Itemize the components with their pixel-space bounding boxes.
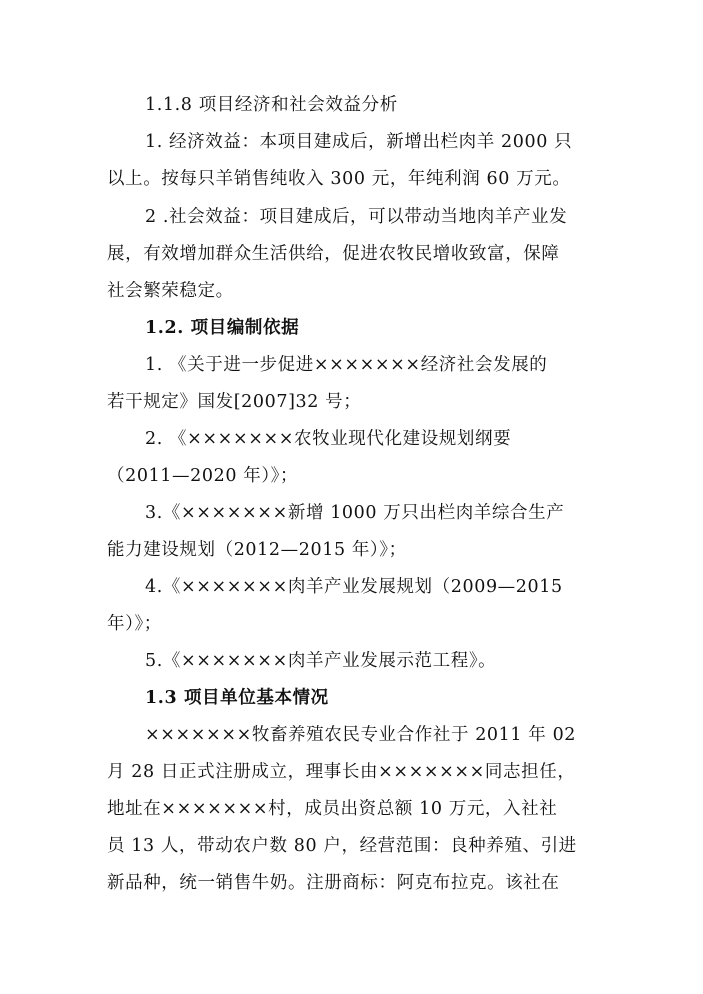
section-heading-1-3: 1.3 项目单位基本情况 — [145, 688, 329, 708]
paragraph-line: 社会繁荣稳定。 — [107, 281, 234, 301]
paragraph-line: 以上。按每只羊销售纯收入 300 元，年纯利润 60 万元。 — [107, 169, 571, 189]
list-item-line: 年）》； — [107, 614, 162, 634]
paragraph-line: ×××××××牧畜养殖农民专业合作社于 2011 年 02 — [145, 725, 577, 745]
paragraph-line: 员 13 人，带动农户数 80 户，经营范围：良种养殖、引进 — [107, 836, 577, 856]
list-item-line: 3.《×××××××新增 1000 万只出栏肉羊综合生产 — [145, 503, 565, 523]
paragraph-line: 展，有效增加群众生活供给，促进农牧民增收致富，保障 — [107, 244, 560, 264]
list-item-line: 1. 《关于进一步促进×××××××经济社会发展的 — [145, 355, 548, 375]
paragraph-line: 新品种，统一销售牛奶。注册商标：阿克布拉克。该社在 — [107, 873, 560, 893]
list-item-line: （2011—2020 年）》； — [107, 466, 299, 486]
paragraph-line: 月 28 日正式注册成立，理事长由×××××××同志担任， — [107, 762, 576, 782]
paragraph-line: 1. 经济效益：本项目建成后，新增出栏肉羊 2000 只 — [145, 132, 573, 152]
list-item-line: 2. 《×××××××农牧业现代化建设规划纲要 — [145, 429, 512, 449]
list-item-line: 4.《×××××××肉羊产业发展规划（2009—2015 — [145, 577, 563, 597]
section-heading-1-2: 1.2. 项目编制依据 — [145, 318, 300, 338]
list-item-line: 5.《×××××××肉羊产业发展示范工程》。 — [145, 651, 497, 671]
list-item-line: 能力建设规划（2012—2015 年）》； — [107, 540, 407, 560]
section-heading-1-1-8: 1.1.8 项目经济和社会效益分析 — [145, 95, 398, 115]
paragraph-line: 2 .社会效益：项目建成后，可以带动当地肉羊产业发 — [145, 207, 568, 227]
list-item-line: 若干规定》国发[2007]32 号； — [107, 392, 362, 412]
paragraph-line: 地址在×××××××村，成员出资总额 10 万元，入社社 — [107, 799, 558, 819]
